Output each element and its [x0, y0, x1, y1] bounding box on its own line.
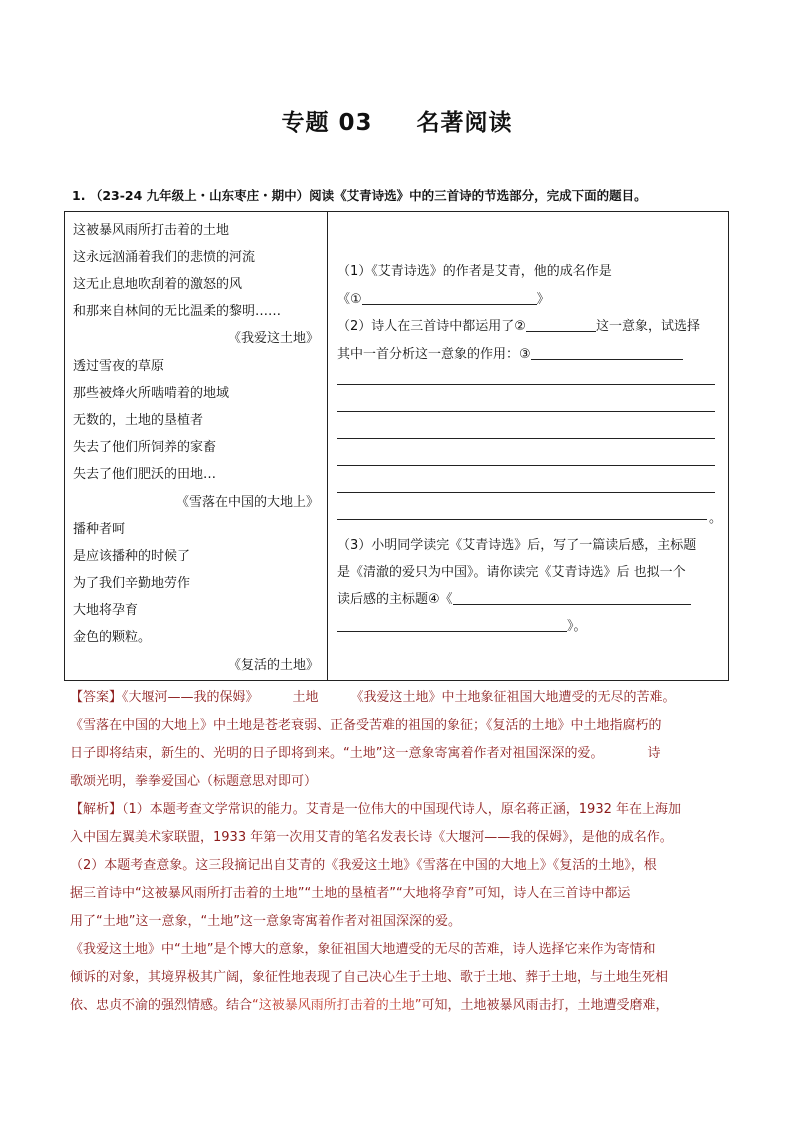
title-topic-name: 名著阅读	[416, 110, 513, 136]
question-prompt: 阅读《艾青诗选》中的三首诗的节选部分，完成下面的题目。	[309, 188, 647, 203]
answer-line-4: 歌颂光明，拳拳爱国心（标题意思对即可）	[70, 774, 318, 789]
question-number: 1.	[72, 188, 86, 203]
analysis-line-1	[70, 798, 681, 817]
sub-question-2-prompt-text: 其中一首分析这一意象的作用：③	[337, 347, 531, 362]
poem-line: 播种者呵	[73, 522, 126, 537]
bracket-close: 》。	[567, 619, 587, 634]
answer-line[interactable]	[337, 438, 715, 439]
answer-line[interactable]	[337, 384, 715, 385]
poem-line: 透过雪夜的草原	[73, 359, 165, 374]
poem-line: 大地将孕育	[73, 603, 139, 618]
table-divider	[327, 212, 328, 680]
analysis-line-7: 倾诉的对象，其境界极其广阔，象征性地表现了自己决心生于土地、歌于土地、葬于土地，与土地生死相	[70, 970, 669, 985]
answer-blank-5[interactable]	[337, 618, 567, 632]
answer-part-4: 日子即将结束，新生的、光明的日子即将到来。“土地”这一意象寄寓着作者对祖国深深的爱。	[70, 746, 604, 761]
analysis-quote: “这被暴风雨所打击着的土地”	[252, 998, 422, 1013]
bracket-open: 《①	[337, 292, 362, 307]
page-title	[0, 104, 794, 137]
analysis-line-3: （2）本题考查意象。这三段摘记出自艾青的《我爱这土地》《雪落在中国的大地上》《复活的土地》，根	[70, 858, 657, 873]
poem-title: 《复活的土地》	[227, 658, 319, 673]
sub-question-1-answer	[337, 288, 550, 307]
question-heading	[72, 186, 752, 204]
poem-line: 失去了他们所饲养的家畜	[73, 440, 217, 455]
analysis-line-8	[70, 994, 669, 1013]
sub-question-2-text-end: 这一意象，试选择	[595, 319, 700, 334]
answer-part-1: 《大堰河——我的保姆》	[122, 690, 259, 705]
answer-line-3	[70, 742, 661, 761]
poem-line: 为了我们辛勤地劳作	[73, 576, 191, 591]
question-table	[64, 211, 729, 681]
answer-part-2: 土地	[292, 690, 319, 705]
poem-line: 那些被烽火所啮啃着的地域	[73, 386, 230, 401]
analysis-line-2: 入中国左翼美术家联盟，1933 年第一次用艾青的笔名发表长诗《大堰河——我的保姆》，是他的成名作。	[70, 830, 673, 845]
answer-line[interactable]	[337, 465, 715, 466]
period: 。	[709, 511, 723, 526]
poem-line: 这被暴风雨所打击着的土地	[73, 223, 230, 238]
answer-blank-1[interactable]	[362, 291, 537, 305]
answer-blank-2[interactable]	[526, 318, 596, 332]
poem-line: 和那来自林间的无比温柔的黎明……	[73, 304, 282, 319]
analysis-line-6: 《我爱这土地》中“土地”是个博大的意象，象征祖国大地遭受的无尽的苦难，诗人选择它来作为寄情和	[70, 942, 656, 957]
sub-question-3-line3	[337, 588, 691, 607]
answer-line-2: 《雪落在中国的大地上》中土地是苍老衰弱、正备受苦难的祖国的象征；《复活的土地》中土地指腐朽的	[70, 718, 662, 733]
sub-question-2-prompt	[337, 343, 683, 362]
poem-title: 《雪落在中国的大地上》	[175, 495, 319, 510]
analysis-text: 依、忠贞不渝的强烈情感。结合	[70, 998, 253, 1013]
bracket-close: 》	[536, 292, 550, 307]
poem-line: 这无止息地吹刮着的激怒的风	[73, 277, 243, 292]
question-source: （23-24 九年级上・山东枣庄・期中）	[89, 188, 310, 203]
sub-question-3-line4	[337, 615, 587, 634]
analysis-text-end: 可知，土地被暴风雨击打，土地遭受磨难，	[421, 998, 669, 1013]
answer-part-5: 诗	[647, 746, 661, 761]
answer-line[interactable]	[337, 411, 715, 412]
poem-title: 《我爱这土地》	[227, 331, 319, 346]
analysis-line-5: 用了“土地”这一意象，“土地”这一意象寄寓着作者对祖国深深的爱。	[70, 914, 461, 929]
answer-line[interactable]	[337, 492, 715, 493]
sub-question-1: （1）《艾青诗选》的作者是艾青，他的成名作是	[337, 264, 612, 279]
poem-line: 失去了他们肥沃的田地…	[73, 467, 217, 482]
answer-line-1	[70, 686, 676, 705]
poem-line: 这永远汹涌着我们的悲愤的河流	[73, 250, 256, 265]
poem-line: 无数的，土地的垦植者	[73, 413, 204, 428]
analysis-line-4: 据三首诗中“这被暴风雨所打击着的土地”“土地的垦植者”“大地将孕育”可知，诗人在三首诗中都运	[70, 886, 631, 901]
answer-blank-4[interactable]	[453, 591, 691, 605]
sub-question-3: （3）小明同学读完《艾青诗选》后，写了一篇读后感，主标题	[337, 538, 697, 553]
analysis-label: 【解析】	[70, 802, 123, 817]
title-topic-number: 专题 03	[281, 110, 373, 136]
poem-line: 是应该播种的时候了	[73, 549, 191, 564]
sub-question-2-text: （2）诗人在三首诗中都运用了②	[337, 319, 526, 334]
sub-question-2	[337, 315, 700, 334]
sub-question-3-line2: 是《清澈的爱只为中国》。请你读完《艾青诗选》后 也拟一个	[337, 565, 686, 580]
analysis-text: （1）本题考查文学常识的能力。艾青是一位伟大的中国现代诗人，原名蒋正涵，1932 年在上海加	[122, 802, 682, 817]
answer-part-3: 《我爱这土地》中土地象征祖国大地遭受的无尽的苦难。	[350, 690, 676, 705]
poem-line: 金色的颗粒。	[73, 630, 152, 645]
answer-line[interactable]	[337, 519, 707, 520]
answer-blank-3[interactable]	[531, 346, 683, 360]
answer-label: 【答案】	[70, 690, 123, 705]
sub-question-3-prompt: 读后感的主标题④《	[337, 592, 453, 607]
